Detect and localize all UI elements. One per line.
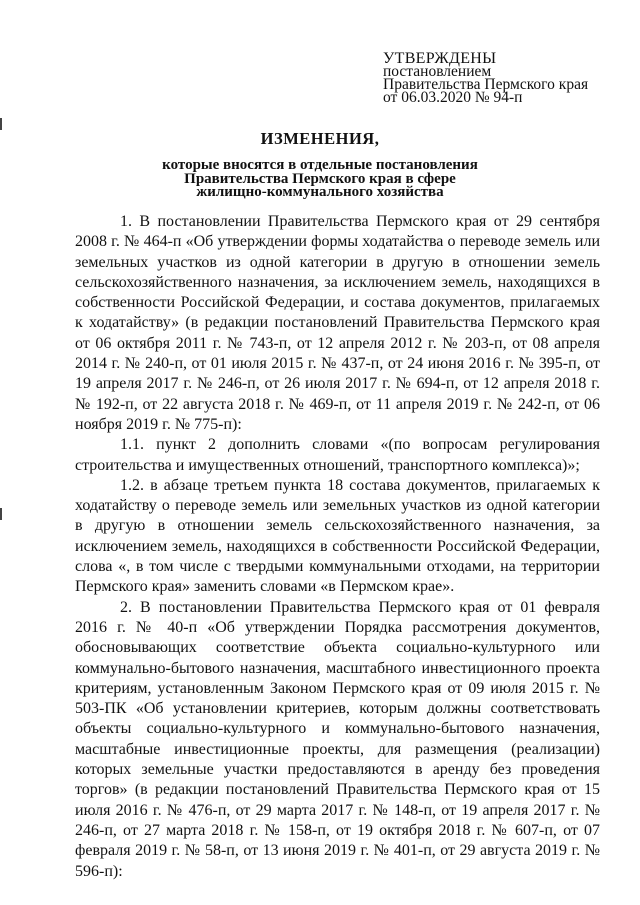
document-heading [60,128,580,200]
approval-line: от 06.03.2020 № 94-п [383,89,523,106]
document-subtitle [60,159,580,200]
document-body [75,212,600,882]
paragraph-1-1: 1.1. пункт 2 дополнить словами «(по вопросам регулирования строительства и имущественных отношений, транспортного комплекса)»; [75,436,600,474]
subtitle-line: которые вносятся в отдельные постановления [162,157,478,173]
approval-stamp-block [383,52,623,104]
paragraph-1-2: 1.2. в абзаце третьем пункта 18 состава документов, прилагаемых к ходатайству о переводе земель или земельных участков из одной категории в другую в отношении земель сельскохозяйственного назначения, за исключением земель, находящихся в собственности Российской Федерации, слова «, в том числе с твердыми коммунальными отходами, на территории Пермского края» заменить словами «в Пермском крае». [75,476,600,596]
subtitle-line: Правительства Пермского края в сфере [184,170,456,187]
approval-line: постановлением [383,63,492,80]
paragraph-1: 1. В постановлении Правительства Пермского края от 29 сентября 2008 г. № 464-п «Об утверждении формы ходатайства о переводе земель или земельных участков из одной категории в другую в отношении земель сельскохозяйственного назначения, за исключением земель, находящихся в собственности Российской Федерации, и состава документов, прилагаемых к ходатайству» (в редакции постановлений Правительства Пермского края от 06 октября 2011 г. № 743-п, от 12 апреля 2012 г. № 203-п, от 08 апреля 2014 г. № 240-п, от 01 июля 2015 г. № 437-п, от 24 июня 2016 г. № 395-п, от 19 апреля 2017 г. № 246-п, от 26 июля 2017 г. № 694-п, от 12 апреля 2018 г. № 192-п, от 22 августа 2018 г. № 469-п, от 11 апреля 2019 г. № 242-п, от 06 ноября 2019 г. № 775-п): [75,213,600,433]
approval-title: УТВЕРЖДЕНЫ [383,50,497,67]
subtitle-line: жилищно-коммунального хозяйства [196,184,444,200]
approval-line: Правительства Пермского края [383,76,589,93]
paragraph-2: 2. В постановлении Правительства Пермского края от 01 февраля 2016 г. № 40-п «Об утверждении Порядка рассмотрения документов, обосновывающих соответствие объекта социально-культурного или коммунально-бытового назначения, масштабного инвестиционного проекта критериям, установленным Законом Пермского края от 09 июля 2015 г. № 503-ПК «Об установлении критериев, которым должны соответствовать объекты социально-культурного и коммунально-бытового назначения, масштабные инвестиционные проекты, для размещения (реализации) которых земельные участки предоставляются в аренду без проведения торгов» (в редакции постановлений Правительства Пермского края от 15 июля 2016 г. № 476-п, от 29 марта 2017 г. № 148-п, от 19 апреля 2017 г. № 246-п, от 27 марта 2018 г. № 158-п, от 19 октября 2018 г. № 607-п, от 07 февраля 2019 г. № 58-п, от 13 июня 2019 г. № 401-п, от 29 августа 2019 г. № 596-п): [75,598,600,880]
scan-edge-mark [0,118,2,130]
scan-edge-mark [0,508,2,520]
document-title: ИЗМЕНЕНИЯ, [260,129,380,148]
